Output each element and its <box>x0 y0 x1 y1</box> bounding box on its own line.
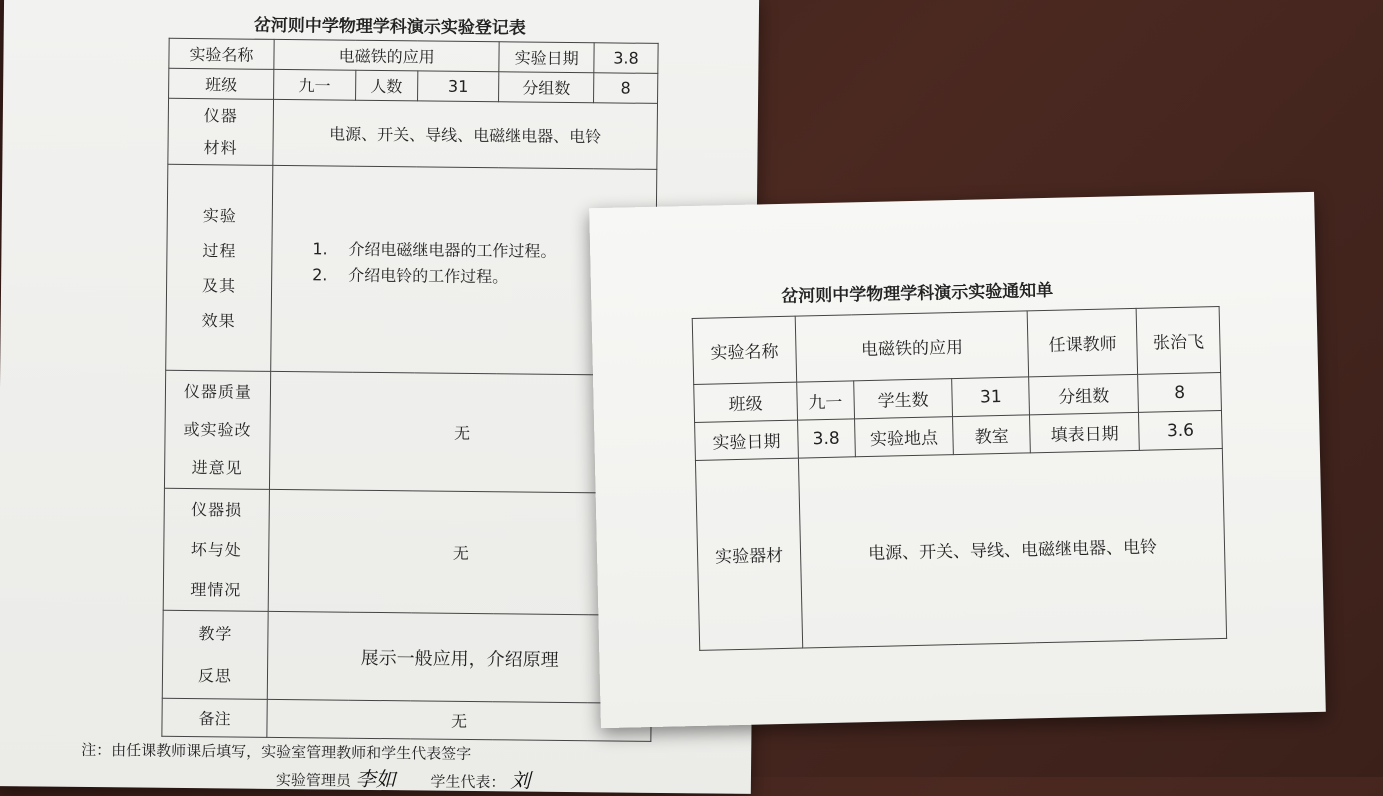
label-quality: 仪器质量或实验改进意见 <box>164 370 270 489</box>
label-experiment-date: 实验日期 <box>499 42 594 73</box>
value-fill-date: 3.6 <box>1139 410 1223 450</box>
notice-form-paper <box>589 192 1326 728</box>
value-reflection: 展示一般应用，介绍原理 <box>267 611 652 703</box>
value-experiment-name: 电磁铁的应用 <box>274 39 500 71</box>
value-experiment-name: 电磁铁的应用 <box>795 311 1029 382</box>
manager-signature: 李如 <box>355 766 396 792</box>
label-class: 班级 <box>169 68 274 99</box>
label-reflection: 教学反思 <box>162 610 268 699</box>
value-students: 31 <box>952 377 1030 417</box>
value-people: 31 <box>417 71 499 102</box>
value-experiment-date: 3.8 <box>798 419 855 458</box>
student-signature: 刘 <box>510 768 531 793</box>
label-damage: 仪器损坏与处理情况 <box>163 488 269 611</box>
registration-form-table <box>161 38 658 742</box>
signature-line <box>276 762 531 794</box>
student-label: 学生代表： <box>430 772 506 792</box>
value-remarks: 无 <box>267 699 651 741</box>
label-people: 人数 <box>355 70 417 101</box>
label-groups: 分组数 <box>499 72 594 103</box>
value-equipment: 电源、开关、导线、电磁继电器、电铃 <box>798 448 1226 648</box>
label-students: 学生数 <box>853 379 953 419</box>
label-experiment-date: 实验日期 <box>695 420 799 460</box>
label-location: 实验地点 <box>854 417 954 457</box>
process-step: 1. 介绍电磁继电器的工作过程。 <box>312 239 557 261</box>
registration-form-title: 岔河则中学物理学科演示实验登记表 <box>253 15 526 39</box>
label-equipment: 仪器材料 <box>168 98 274 165</box>
value-damage: 无 <box>268 489 653 615</box>
label-teacher: 任课教师 <box>1027 308 1138 376</box>
value-teacher: 张治飞 <box>1136 307 1220 375</box>
label-groups: 分组数 <box>1029 374 1139 414</box>
registration-form-note: 注：由任课教师课后填写，实验室管理教师和学生代表签字 <box>81 740 472 764</box>
value-groups: 8 <box>1138 373 1222 413</box>
label-process: 实验过程及其效果 <box>166 164 273 371</box>
label-remarks: 备注 <box>162 698 267 737</box>
label-class: 班级 <box>694 382 798 422</box>
value-experiment-date: 3.8 <box>594 43 658 74</box>
value-quality: 无 <box>269 371 654 493</box>
value-equipment: 电源、开关、导线、电磁继电器、电铃 <box>273 99 658 169</box>
label-equipment: 实验器材 <box>695 458 802 650</box>
value-class: 九一 <box>797 381 854 420</box>
label-experiment-name: 实验名称 <box>692 316 796 384</box>
label-fill-date: 填表日期 <box>1030 412 1140 452</box>
notice-form-table <box>692 306 1227 651</box>
value-class: 九一 <box>273 69 355 100</box>
notice-form-title: 岔河则中学物理学科演示实验通知单 <box>781 280 1054 307</box>
process-step: 2. 介绍电铃的工作过程。 <box>312 265 509 287</box>
value-location: 教室 <box>953 415 1031 455</box>
manager-label: 实验管理员 <box>275 770 352 790</box>
value-groups: 8 <box>594 73 658 104</box>
label-experiment-name: 实验名称 <box>169 38 274 69</box>
